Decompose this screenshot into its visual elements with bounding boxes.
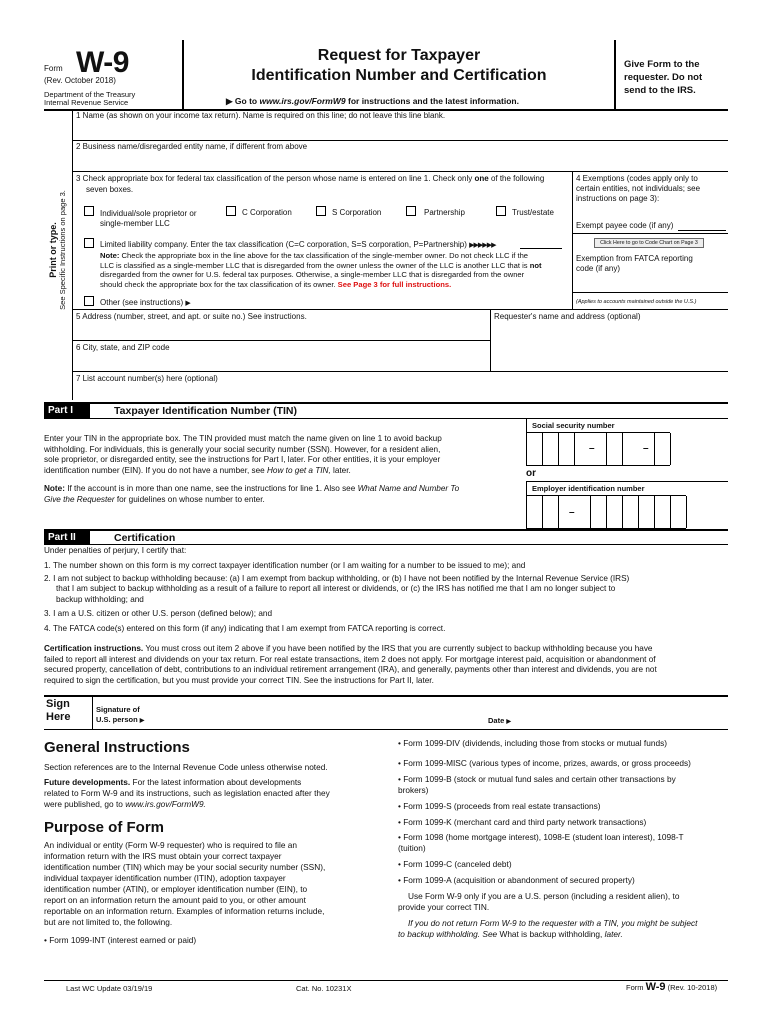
- line1-label: 1 Name (as shown on your income tax return). Name is required on this line; do not leave this line blank.: [76, 111, 446, 120]
- checkbox-other[interactable]: [84, 296, 94, 306]
- general-instructions-heading: General Instructions: [44, 739, 190, 756]
- part1-header: [44, 402, 728, 418]
- signature-input[interactable]: [158, 700, 478, 727]
- bullet-1099-c: • Form 1099-C (canceled debt): [398, 859, 512, 869]
- code-chart-button[interactable]: Click Here to go to Code Chart on Page 3: [594, 238, 704, 248]
- print-or-type: Print or type.: [48, 222, 58, 278]
- exempt-payee-label: Exempt payee code (if any): [576, 221, 674, 230]
- account-numbers-input[interactable]: [74, 386, 726, 400]
- line5-label: 5 Address (number, street, and apt. or suite no.) See instructions.: [76, 312, 307, 321]
- if-not-return: If you do not return Form W-9 to the requester with a TIN, you might be subject to backup withholding. See What is backup withholding, later.: [398, 918, 698, 939]
- or-label: or: [526, 468, 536, 479]
- certification-items: 1. The number shown on this form is my correct taxpayer identification number (or I am waiting for a number to be issued to me); and 2. I am not subject to backup withholding because: (a) I am exempt from backup withholding, or (b) I have not been notified by the Internal Revenue Service (IRS) that I am subject to backup withholding as a result of a failure to report all interest or dividends, or (c) the IRS has notified me that I am no longer subject to backup withholding; and 3. I am a U.S. citizen or other U.S. person (defined below); and 4. The FATCA code(s) entered on this form (if any) indicating that I am exempt from FATCA reporting is correct.: [44, 561, 630, 633]
- title-line1: Request for Taxpayer: [317, 47, 481, 64]
- applies-note: (Applies to accounts maintained outside the U.S.): [576, 299, 697, 305]
- play-arrow-icon: ▶: [506, 719, 511, 725]
- fatca-code-input[interactable]: [628, 265, 726, 279]
- fatca-label: Exemption from FATCA reporting code (if any): [576, 254, 693, 273]
- city-state-zip-input[interactable]: [74, 355, 488, 369]
- department: Department of the Treasury: [44, 90, 136, 99]
- label-other: Other (see instructions) ▶: [100, 298, 191, 307]
- side-divider: [72, 110, 73, 400]
- part2-tag: Part II: [44, 531, 90, 545]
- bullet-1099-a: • Form 1099-A (acquisition or abandonment of secured property): [398, 875, 635, 885]
- full-instructions-link[interactable]: See Page 3 for full instructions.: [337, 279, 452, 289]
- side-label: [44, 180, 72, 330]
- see-specific-instructions: See Specific Instructions on page 3.: [58, 190, 67, 310]
- go-to-suffix: for instructions and the latest information.: [348, 96, 519, 106]
- header-divider-right: [614, 40, 616, 110]
- part2-header: [44, 529, 728, 545]
- revision: (Rev. October 2018): [44, 76, 116, 85]
- ssn-dash-2: –: [643, 443, 649, 454]
- note-block: Note: Check the appropriate box in the line above for the tax classification of the single-member owner. Do not check LLC if the LLC is classified as a single-member LLC that is disregarded from the owner unless the owner of the LLC is another LLC that is not disregarded from the owner for U.S. federal tax purposes. Otherwise, a single-member LLC that is disregarded from the owner should check the appropriate box for the tax classification of its owner. See Page 3 for full instructions.: [100, 251, 542, 289]
- purpose-heading: Purpose of Form: [44, 819, 165, 836]
- form-word: Form: [44, 64, 63, 73]
- checkbox-trust-estate[interactable]: [496, 206, 506, 216]
- bullet-1099-int: • Form 1099-INT (interest earned or paid): [44, 935, 197, 945]
- line7-label: 7 List account number(s) here (optional): [76, 374, 218, 383]
- label-trust-estate: Trust/estate: [512, 208, 554, 217]
- ein-input[interactable]: [526, 495, 686, 529]
- footer-cat: Cat. No. 10231X: [296, 984, 352, 993]
- future-developments: Future developments. For the latest information about developments related to Form W-9 and its instructions, such as legislation enacted after they were published, go to www.irs.gov/FormW9.: [44, 777, 330, 809]
- form-number: W-9: [76, 46, 129, 79]
- play-arrow-icon: ▶: [226, 96, 233, 106]
- llc-arrows-icon: ▶▶▶▶▶▶: [469, 242, 496, 249]
- purpose-text: An individual or entity (Form W-9 requester) who is required to file an information return with the IRS must obtain your correct taxpayer identification number (TIN) which may be your social security number (SSN), individual taxpayer identification number (ITIN), adoption taxpayer identification number (ATIN), or employer identification number (EIN), to report on an information return the amount paid to you, or other amount reportable on an information return. Examples of information returns include, but are not limited to, the following.: [44, 840, 326, 927]
- part1-tag: Part I: [44, 404, 90, 418]
- bullet-1098: • Form 1098 (home mortgage interest), 1098-E (student loan interest), 1098-T (tuition): [398, 832, 684, 853]
- business-name-input[interactable]: [74, 154, 726, 170]
- ein-dash: –: [569, 507, 575, 518]
- requester-input[interactable]: [492, 324, 726, 370]
- play-arrow-icon: ▶: [139, 718, 145, 724]
- checkbox-c-corporation[interactable]: [226, 206, 236, 216]
- part2-title: Certification: [114, 532, 176, 544]
- footer-update: Last WC Update 03/19/19: [66, 984, 153, 993]
- checkbox-individual[interactable]: [84, 206, 94, 216]
- go-to-prefix: Go to: [234, 96, 258, 106]
- footer-form: Form W-9 (Rev. 10-2018): [626, 981, 718, 993]
- label-individual: Individual/sole proprietor or: [100, 209, 197, 218]
- bullet-1099-s: • Form 1099-S (proceeds from real estate transactions): [398, 801, 601, 811]
- checkbox-llc[interactable]: [84, 238, 94, 248]
- play-arrow-icon: ▶: [185, 300, 191, 307]
- requester-label: Requester's name and address (optional): [494, 312, 641, 321]
- ssn-label-box: Social security number: [526, 418, 728, 432]
- label-partnership: Partnership: [424, 208, 465, 217]
- title-line2: Identification Number and Certification: [251, 67, 547, 84]
- address-input[interactable]: [74, 324, 488, 338]
- label-individual-2: single-member LLC: [100, 219, 170, 228]
- bullet-1099-b: • Form 1099-B (stock or mutual fund sales and certain other transactions by brokers): [398, 774, 676, 795]
- go-to-line: [226, 96, 519, 107]
- bullet-1099-misc: • Form 1099-MISC (various types of income, prizes, awards, or gross proceeds): [398, 758, 691, 768]
- line6-label: 6 City, state, and ZIP code: [76, 343, 170, 352]
- bullet-1099-k: • Form 1099-K (merchant card and third party network transactions): [398, 817, 647, 827]
- ssn-dash-1: –: [589, 443, 595, 454]
- certification-instructions: Certification instructions. You must cross out item 2 above if you have been notified by the IRS that you are currently subject to backup withholding because you have failed to report all interest and dividends on your tax return. For real estate transactions, item 2 does not apply. For mortgage interest paid, acquisition or abandonment of secured property, cancellation of debt, contributions to an individual retirement arrangement (IRA), and generally, payments other than interest and dividends, you are not required to sign the certification, but you must provide your correct TIN. See the instructions for Part II, later.: [44, 644, 657, 685]
- part1-title: Taxpayer Identification Number (TIN): [114, 405, 297, 417]
- part1-note: Note: If the account is in more than one name, see the instructions for line 1. Also see What Name and Number To Give the Requester for guidelines on whose number to enter.: [44, 484, 460, 504]
- other-input[interactable]: [200, 298, 562, 307]
- exempt-payee-input[interactable]: [678, 221, 726, 231]
- sign-here: Sign Here: [46, 698, 71, 723]
- part1-instructions: Enter your TIN in the appropriate box. The TIN provided must match the name given on line 1 to avoid backup withholding. For individuals, this is generally your social security number (SSN). However, for a resident alien, sole proprietor, or disregarded entity, see the instructions for Part I, later. For other entities, it is your employer identification number (EIN). If you do not have a number, see How to get a TIN, later.: [44, 434, 442, 475]
- line2-label: 2 Business name/disregarded entity name, if different from above: [76, 142, 308, 151]
- name-input[interactable]: [74, 122, 726, 138]
- irs-label: Internal Revenue Service: [44, 98, 129, 107]
- checkbox-s-corporation[interactable]: [316, 206, 326, 216]
- date-label: Date ▶: [488, 716, 511, 725]
- form-title: [184, 46, 614, 86]
- irs-link[interactable]: www.irs.gov/FormW9: [259, 96, 346, 106]
- label-llc: Limited liability company. Enter the tax classification (C=C corporation, S=S corporation, P=Partnership) ▶▶▶▶▶▶: [100, 240, 496, 249]
- checkbox-partnership[interactable]: [406, 206, 416, 216]
- label-s-corporation: S Corporation: [332, 208, 382, 217]
- llc-classification-input[interactable]: [520, 240, 562, 249]
- use-form-w9: Use Form W-9 only if you are a U.S. person (including a resident alien), to provide your correct TIN.: [398, 891, 680, 912]
- bullet-1099-div: • Form 1099-DIV (dividends, including those from stocks or mutual funds): [398, 738, 667, 748]
- line3-label-cont: seven boxes.: [86, 185, 134, 194]
- signature-label: Signature of U.S. person ▶: [96, 705, 145, 724]
- part2-intro: Under penalties of perjury, I certify that:: [44, 546, 187, 555]
- date-input[interactable]: [520, 710, 726, 727]
- give-form-note: Give Form to the requester. Do not send to the IRS.: [624, 59, 703, 96]
- ein-label-box: Employer identification number: [526, 481, 728, 495]
- general-p1: Section references are to the Internal Revenue Code unless otherwise noted.: [44, 762, 328, 772]
- exemptions-label: 4 Exemptions (codes apply only to certain entities, not individuals; see instructions on page 3):: [576, 174, 701, 203]
- line3-label: 3 Check appropriate box for federal tax classification of the person whose name is entered on line 1. Check only one of the following: [76, 174, 545, 183]
- label-c-corporation: C Corporation: [242, 208, 292, 217]
